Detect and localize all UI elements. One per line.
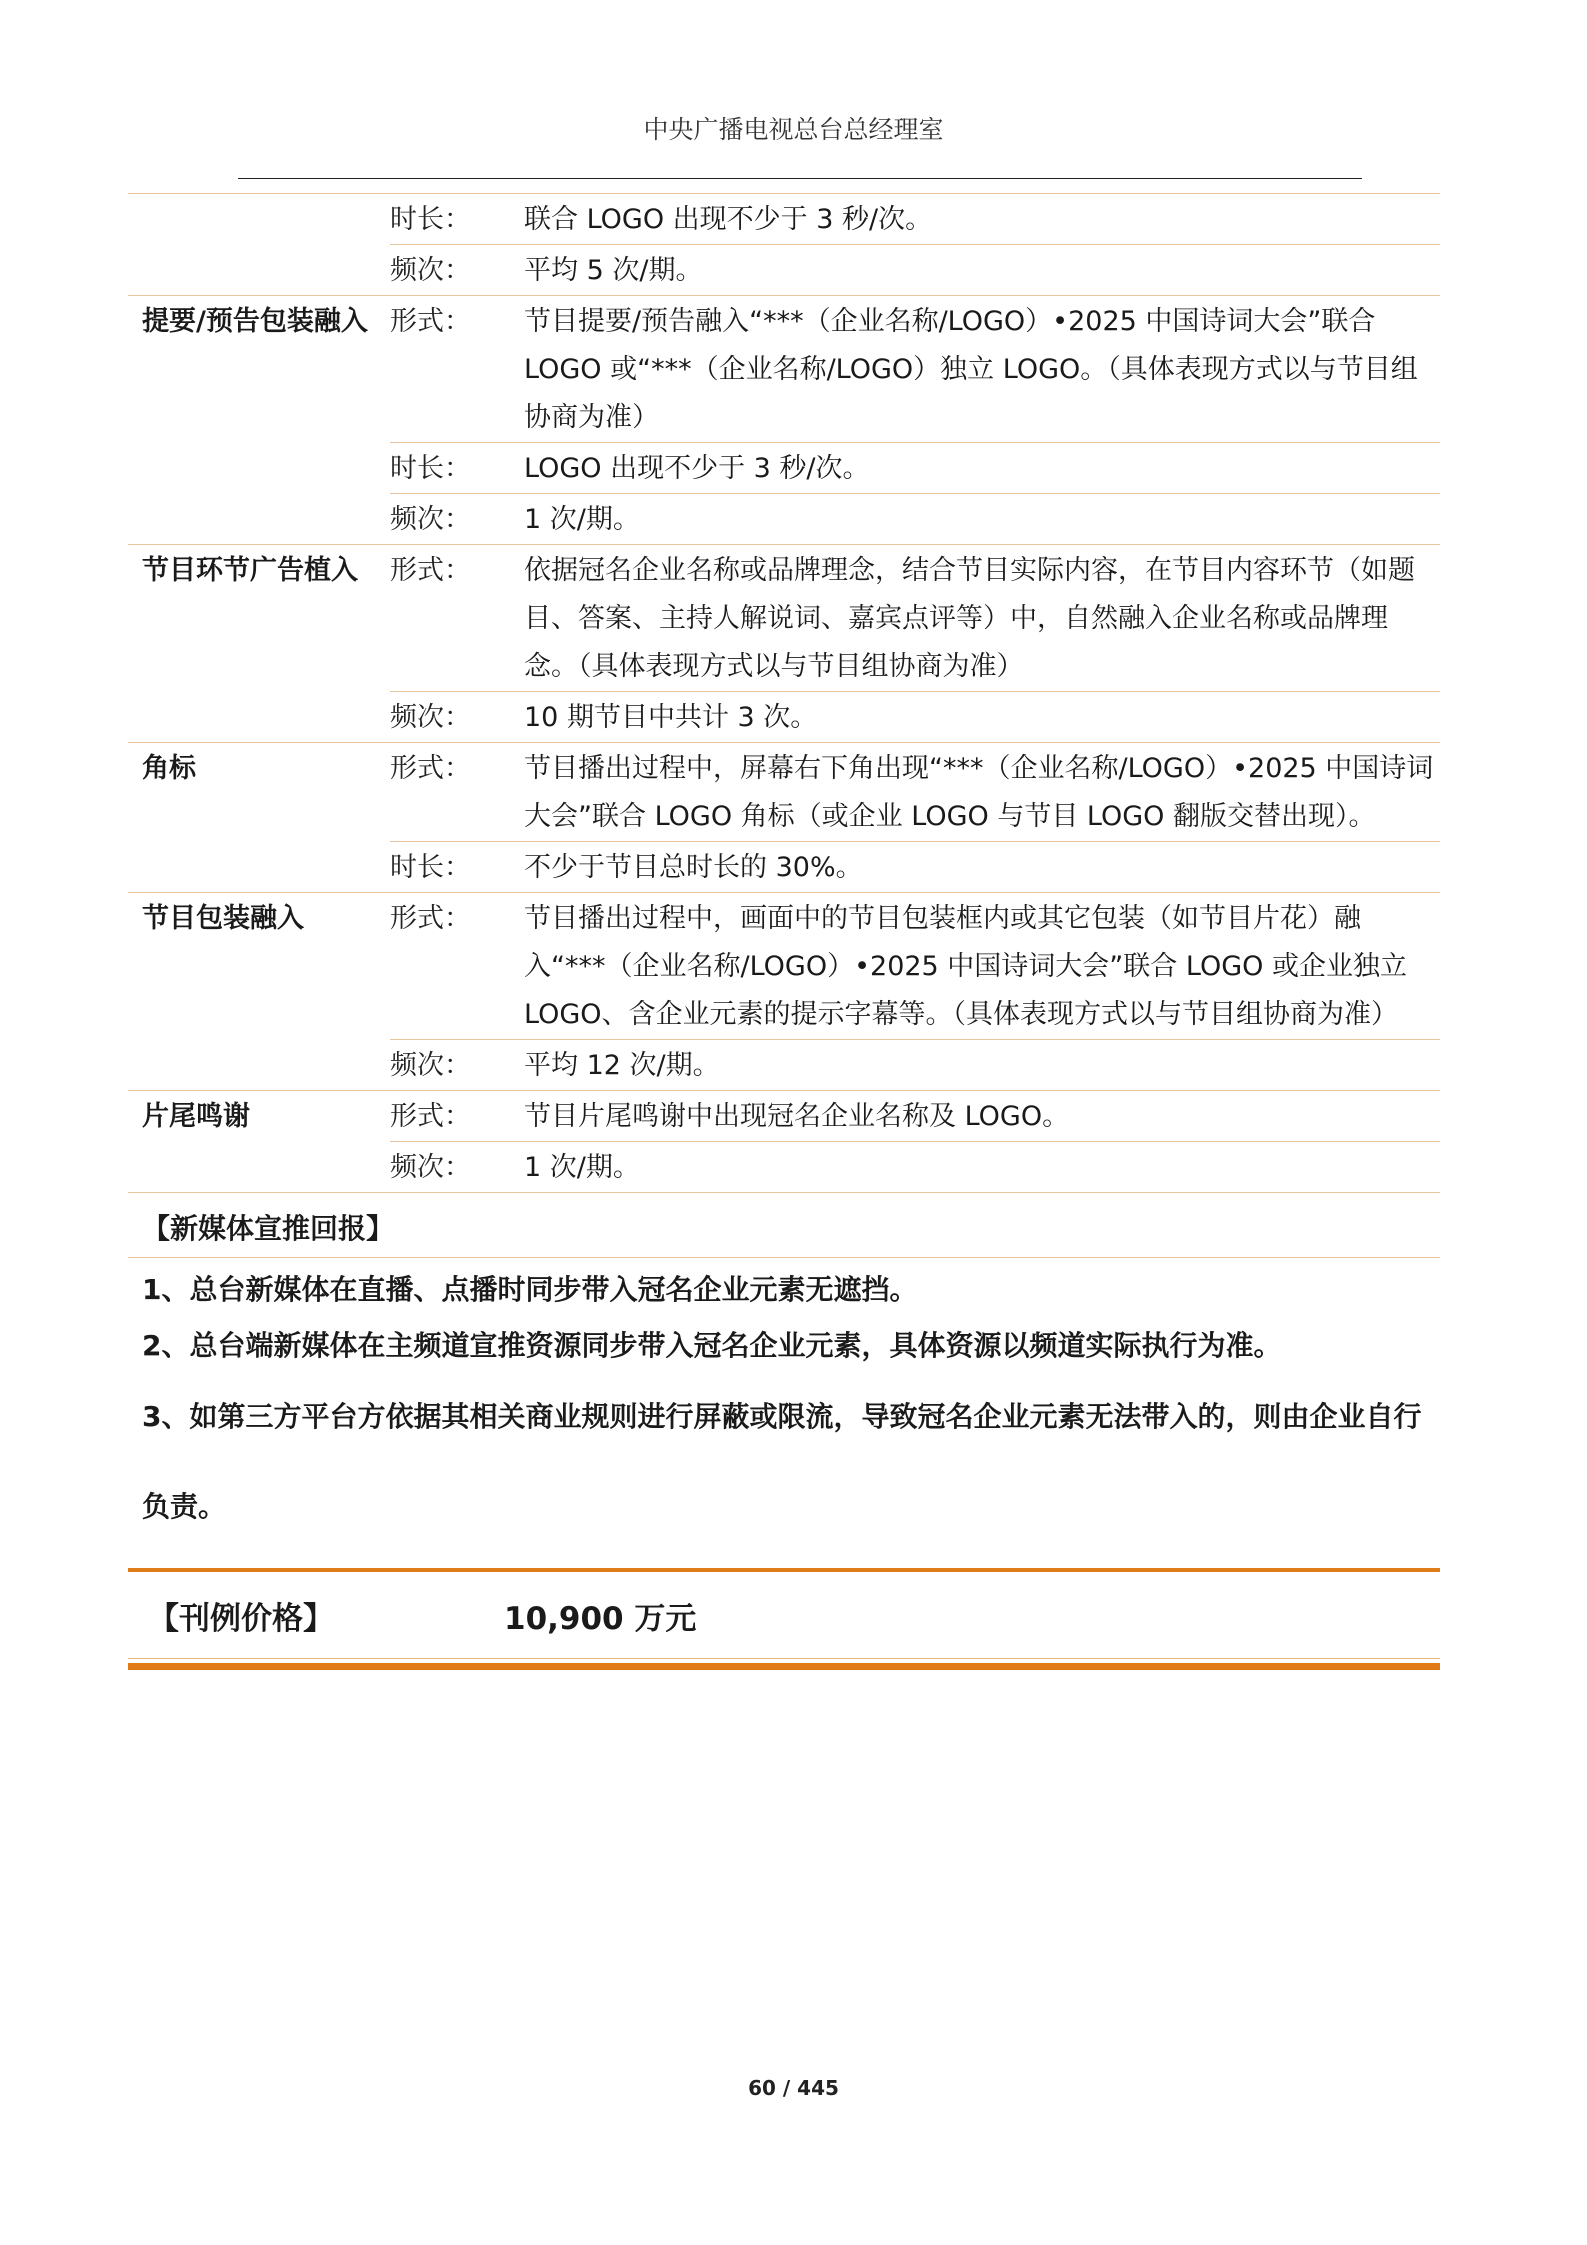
spec-table <box>128 193 1440 1193</box>
label-cell: 时长： <box>390 194 524 245</box>
category-cell <box>128 245 390 296</box>
category-cell: 节目包装融入 <box>128 893 390 1040</box>
value-cell: 节目片尾鸣谢中出现冠名企业名称及 LOGO。 <box>524 1091 1440 1142</box>
table-row <box>128 692 1440 743</box>
value-text: 节目播出过程中，屏幕右下角出现“***（企业名称/LOGO）•2025 中国诗词大会”联合 LOGO 角标（或企业 LOGO 与节目 LOGO 翻版交替出现）。 <box>524 753 1434 832</box>
table-row <box>128 893 1440 1040</box>
list-item: 1、总台新媒体在直播、点播时同步带入冠名企业元素无遮挡。 <box>142 1273 918 1306</box>
category-cell <box>128 443 390 494</box>
category-cell <box>128 692 390 743</box>
price-label: 【刊例价格】 <box>148 1600 334 1637</box>
table-row <box>128 743 1440 842</box>
value-cell: 平均 5 次/期。 <box>524 245 1440 296</box>
label-cell: 频次： <box>390 692 524 743</box>
table-row <box>128 443 1440 494</box>
value-cell: LOGO 出现不少于 3 秒/次。 <box>524 443 1440 494</box>
category-cell <box>128 1040 390 1091</box>
page-header: 中央广播电视总台总经理室 <box>643 115 944 144</box>
label-cell: 频次： <box>390 1142 524 1193</box>
label-cell: 形式： <box>390 743 524 842</box>
label-cell: 频次： <box>390 245 524 296</box>
price-bottom-thick-rule <box>128 1663 1440 1670</box>
table-row <box>128 194 1440 245</box>
label-cell: 形式： <box>390 1091 524 1142</box>
list-item: 2、总台端新媒体在主频道宣推资源同步带入冠名企业元素，具体资源以频道实际执行为准。 <box>142 1329 1282 1362</box>
new-media-title: 【新媒体宣推回报】 <box>128 1201 1440 1258</box>
document-body <box>128 193 1440 1670</box>
new-media-list <box>128 1266 1440 1552</box>
table-row <box>128 842 1440 893</box>
value-cell: 依据冠名企业名称或品牌理念，结合节目实际内容，在节目内容环节（如题目、答案、主持人解说词、嘉宾点评等）中，自然融入企业名称或品牌理念。（具体表现方式以与节目组协商为准） <box>524 545 1440 692</box>
page-number: 60 / 445 <box>748 2076 839 2100</box>
category-cell <box>128 1142 390 1193</box>
table-row <box>128 1040 1440 1091</box>
table-row <box>128 245 1440 296</box>
value-cell: 平均 12 次/期。 <box>524 1040 1440 1091</box>
value-cell: 节目提要/预告融入“***（企业名称/LOGO）•2025 中国诗词大会”联合 LOGO 或“***（企业名称/LOGO）独立 LOGO。（具体表现方式以与节目组协商为准） <box>524 296 1440 443</box>
price-bottom-rule <box>128 1658 1440 1659</box>
category-cell: 角标 <box>128 743 390 842</box>
category-cell <box>128 494 390 545</box>
price-value: 10,900 万元 <box>504 1600 697 1637</box>
label-cell: 频次： <box>390 494 524 545</box>
label-cell: 频次： <box>390 1040 524 1091</box>
header-rule <box>238 178 1362 179</box>
label-cell: 形式： <box>390 545 524 692</box>
value-cell: 1 次/期。 <box>524 1142 1440 1193</box>
category-cell <box>128 842 390 893</box>
value-cell <box>524 743 1440 842</box>
value-cell: 节目播出过程中，画面中的节目包装框内或其它包装（如节目片花）融入“***（企业名称/LOGO）•2025 中国诗词大会”联合 LOGO 或企业独立 LOGO、含企业元素的提示字幕等。（具体表现方式以与节目组协商为准） <box>524 893 1440 1040</box>
label-cell: 时长： <box>390 842 524 893</box>
value-cell: 联合 LOGO 出现不少于 3 秒/次。 <box>524 194 1440 245</box>
value-cell: 不少于节目总时长的 30%。 <box>524 842 1440 893</box>
table-row <box>128 494 1440 545</box>
label-cell: 形式： <box>390 296 524 443</box>
table-row <box>128 1091 1440 1142</box>
table-row <box>128 1142 1440 1193</box>
category-cell: 节目环节广告植入 <box>128 545 390 692</box>
table-row <box>128 545 1440 692</box>
list-item: 3、如第三方平台方依据其相关商业规则进行屏蔽或限流，导致冠名企业元素无法带入的，则由企业自行负责。 <box>142 1400 1422 1523</box>
label-cell: 时长： <box>390 443 524 494</box>
category-cell: 片尾鸣谢 <box>128 1091 390 1142</box>
value-cell: 1 次/期。 <box>524 494 1440 545</box>
price-row <box>128 1572 1440 1658</box>
table-row <box>128 296 1440 443</box>
category-cell <box>128 194 390 245</box>
value-cell: 10 期节目中共计 3 次。 <box>524 692 1440 743</box>
label-cell: 形式： <box>390 893 524 1040</box>
category-cell: 提要/预告包装融入 <box>128 296 390 443</box>
